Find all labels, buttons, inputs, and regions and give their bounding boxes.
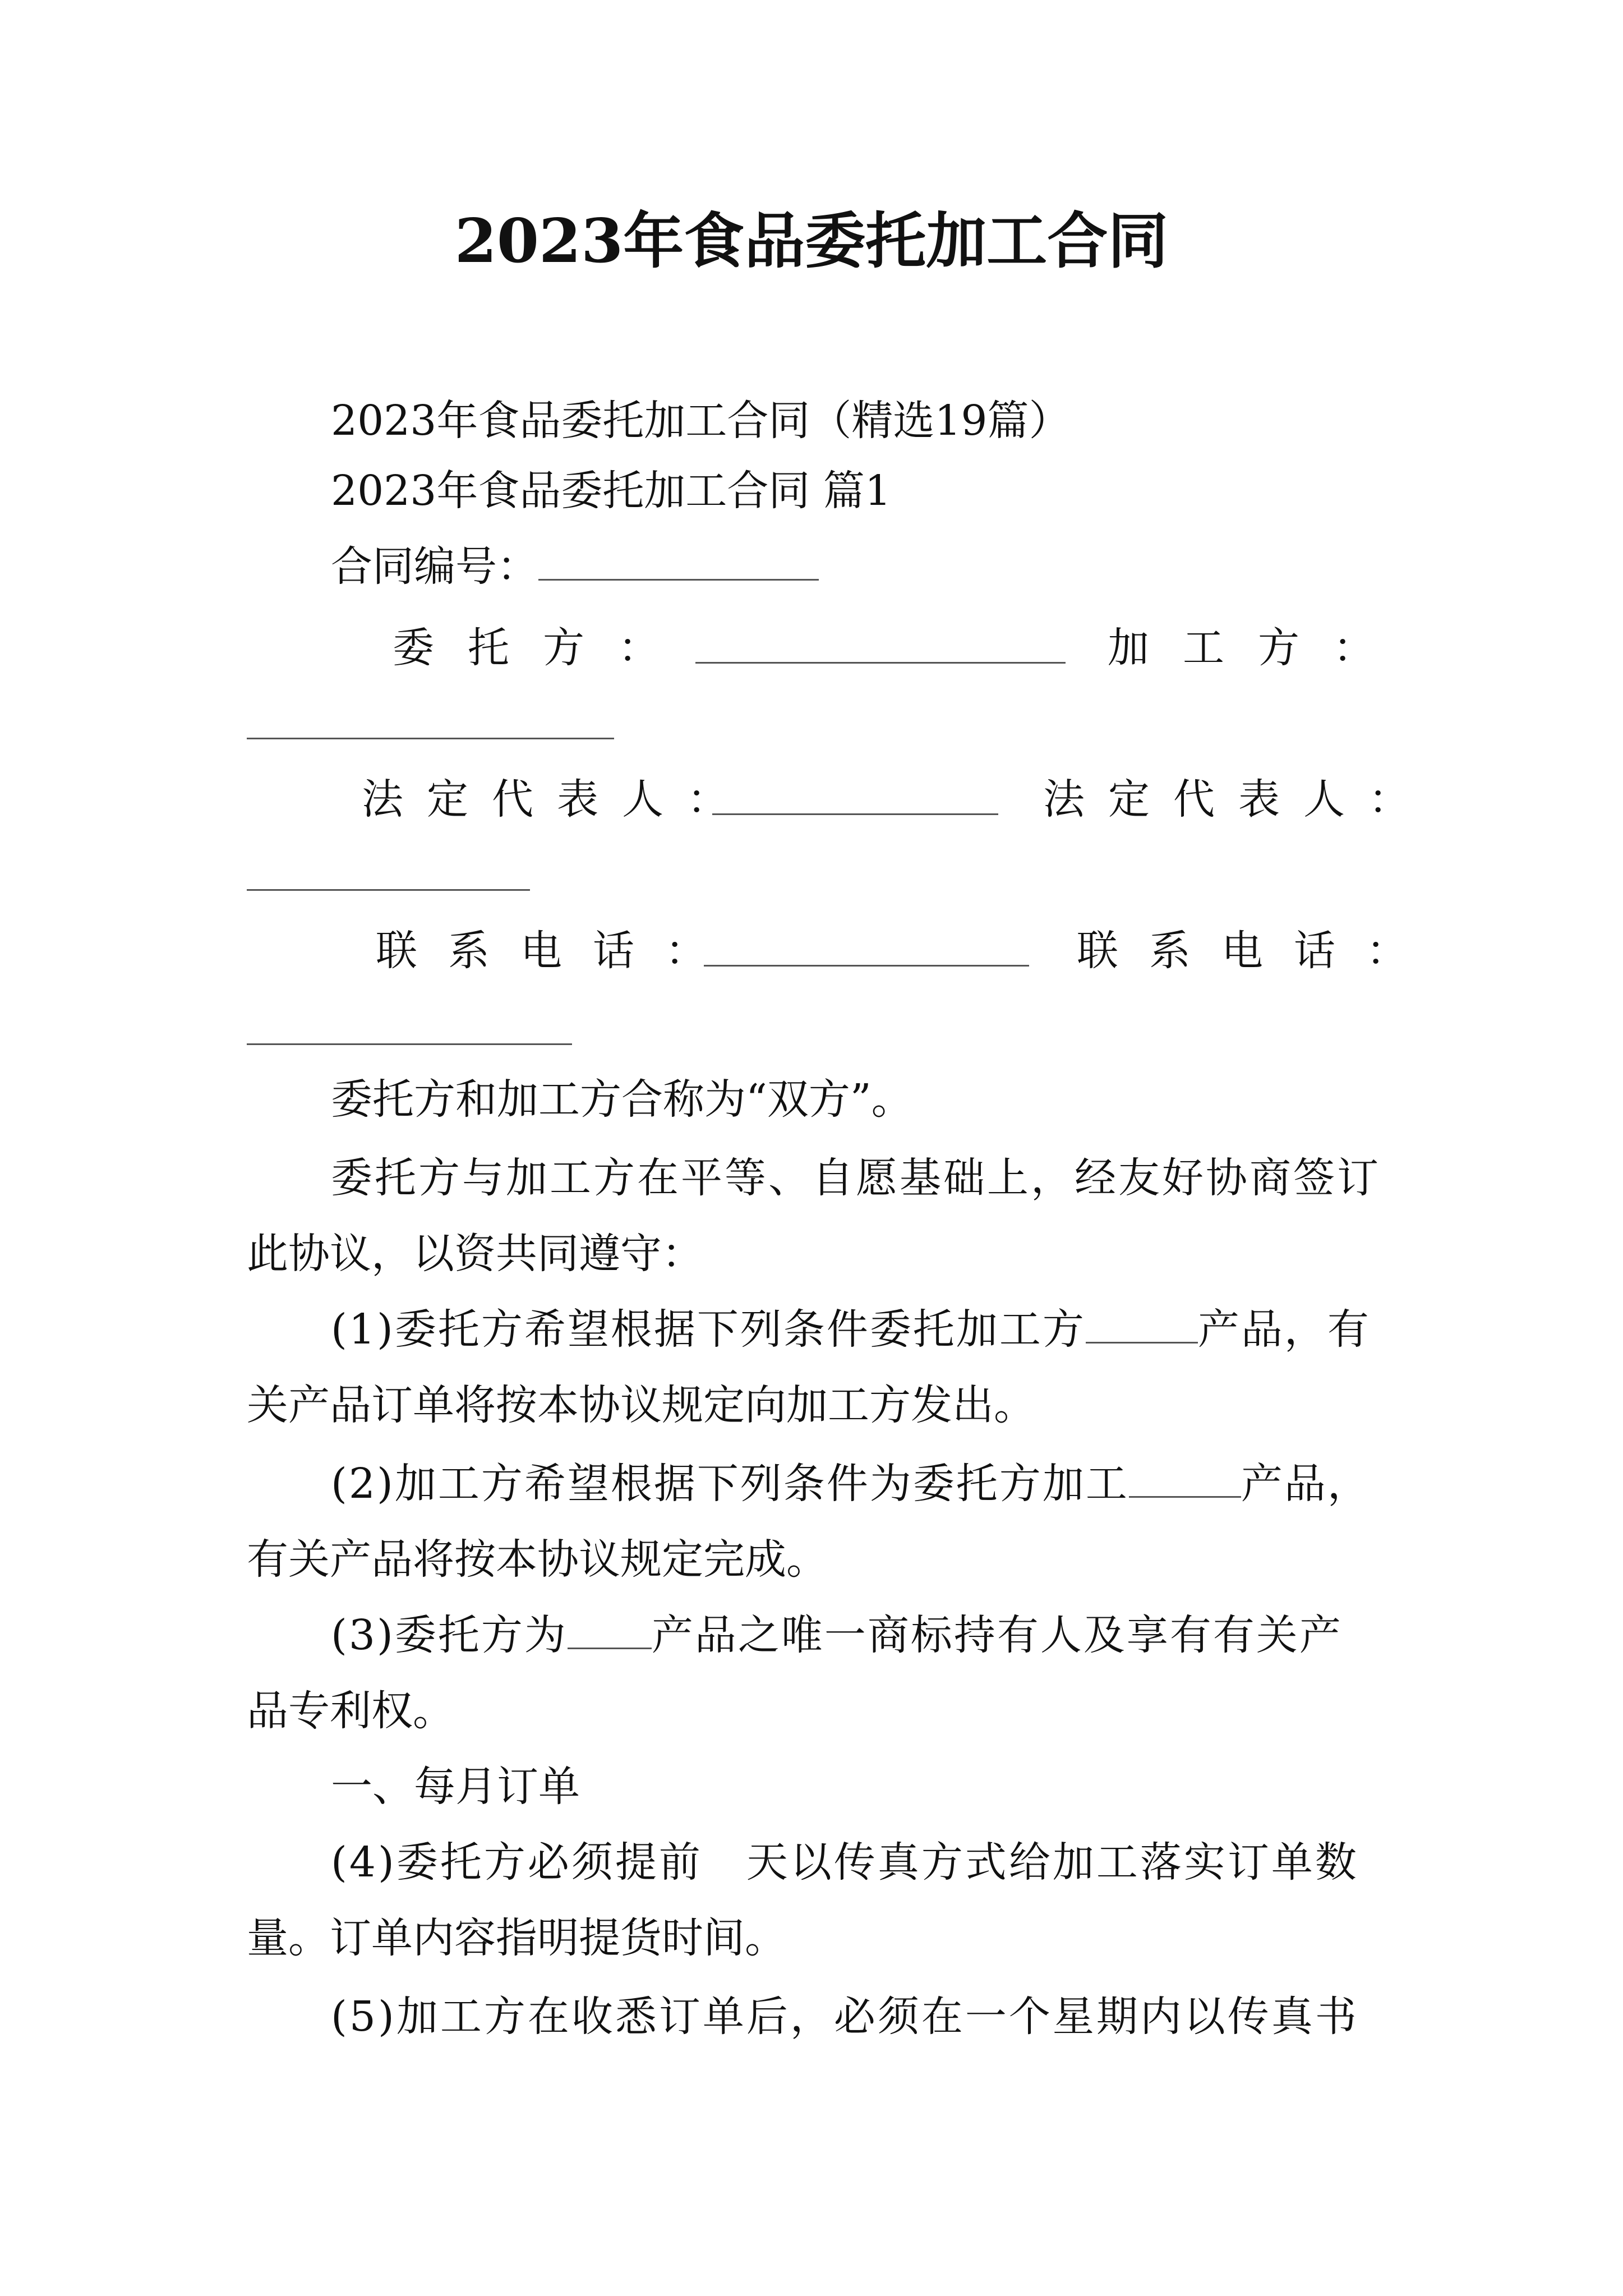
client-rep-label: 法定代表人：	[362, 775, 752, 823]
clause-1-text-b: 产品，有	[1197, 1305, 1371, 1354]
processor-blank[interactable]	[247, 738, 614, 739]
clause-5-line1: (5)加工方在收悉订单后，必须在一个星期内以传真书	[331, 1993, 1359, 2041]
processor-rep-blank[interactable]	[247, 889, 530, 891]
clause-3-product-blank[interactable]	[568, 1636, 652, 1649]
contract-number-blank[interactable]	[538, 568, 819, 581]
clause-2-text-b: 产品，	[1241, 1460, 1371, 1508]
clause-1-line1	[331, 1299, 1371, 1360]
client-blank[interactable]	[695, 662, 1066, 664]
client-phone-label: 联系电话：	[376, 927, 737, 975]
client-rep-blank[interactable]	[712, 813, 998, 815]
clause-1-text-a: (1)委托方希望根据下列条件委托加工方	[331, 1305, 1086, 1354]
clause-2-product-blank[interactable]	[1129, 1485, 1241, 1498]
clause-3-text-a: (3)委托方为	[331, 1611, 568, 1659]
clause-3-text-b: 产品之唯一商标持有人及享有有关产	[651, 1611, 1343, 1659]
clause-3-line2: 品专利权。	[247, 1687, 454, 1735]
contract-number-row	[331, 536, 819, 597]
clause-1-line2: 关产品订单将按本协议规定向加工方发出。	[247, 1381, 1035, 1429]
processor-label: 加工方：	[1108, 624, 1408, 672]
clause-3-line1	[331, 1604, 1343, 1666]
processor-phone-blank[interactable]	[247, 1043, 572, 1045]
processor-rep-label: 法定代表人：	[1043, 775, 1433, 823]
paragraph-agreement-line1: 委托方与加工方在平等、自愿基础上，经友好协商签订	[331, 1154, 1381, 1202]
document-subtitle: 2023年食品委托加工合同（精选19篇）	[331, 397, 1071, 445]
document-title: 2023年食品委托加工合同	[454, 206, 1169, 277]
clause-1-product-blank[interactable]	[1086, 1331, 1198, 1343]
section-heading-monthly-orders: 一、每月订单	[331, 1763, 580, 1811]
paragraph-parties: 委托方和加工方合称为“双方”。	[331, 1075, 913, 1124]
clause-2-line1	[331, 1453, 1371, 1515]
paragraph-agreement-line2: 此协议，以资共同遵守：	[247, 1230, 703, 1278]
clause-4-line2: 量。订单内容指明提货时间。	[247, 1914, 786, 1962]
clause-2-text-a: (2)加工方希望根据下列条件为委托方加工	[331, 1460, 1129, 1508]
contract-number-label: 合同编号：	[331, 542, 538, 591]
client-phone-blank[interactable]	[704, 965, 1029, 967]
clause-4-line1: (4)委托方必须提前 天以传真方式给加工落实订单数	[331, 1838, 1359, 1887]
clause-2-line2: 有关产品将按本协议规定完成。	[247, 1535, 828, 1584]
processor-phone-label: 联系电话：	[1077, 927, 1438, 975]
section-heading: 2023年食品委托加工合同 篇1	[331, 467, 891, 515]
client-label: 委托方：	[393, 624, 693, 672]
